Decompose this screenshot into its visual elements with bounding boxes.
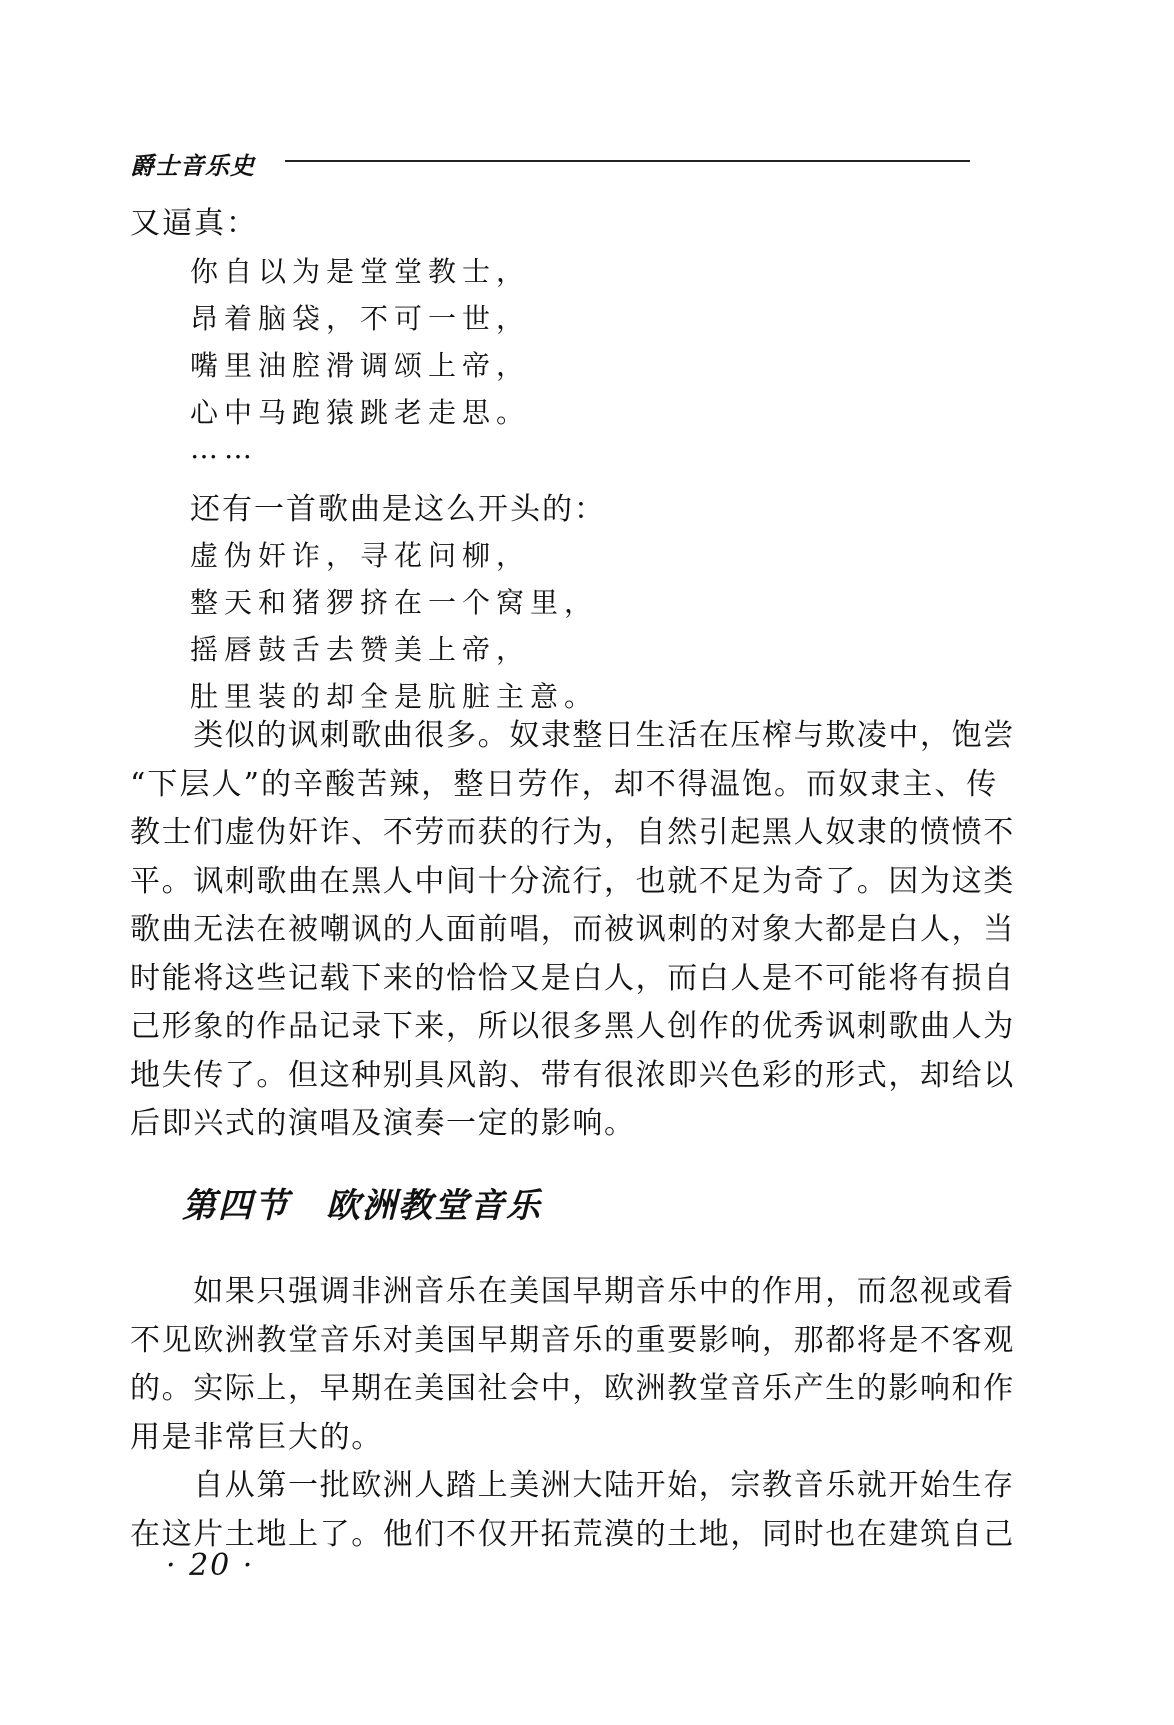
poem-2-line: 整天和猪猡挤在一个窝里， [190,586,599,619]
page-number: · 20 · [166,1548,255,1583]
paragraph-line: 类似的讽刺歌曲很多。奴隶整日生活在压榨与欺凌中，饱尝 [130,718,1015,753]
song-intro: 还有一首歌曲是这么开头的： [190,492,606,527]
section-heading: 第四节 欧洲教堂音乐 [182,1186,542,1226]
paragraph-line: “下层人”的辛酸苦辣，整日劳作，却不得温饱。而奴隶主、传 [130,766,998,802]
paragraph-church-music [130,1268,1015,1462]
paragraph-line: 平。讽刺歌曲在黑人中间十分流行，也就不足为奇了。因为这类 [130,863,1015,899]
paragraph-line: 时能将这些记载下来的恰恰又是白人，而白人是不可能将有损自 [130,960,1015,996]
paragraph-line: 己形象的作品记录下来，所以很多黑人创作的优秀讽刺歌曲人为 [130,1009,1015,1044]
poem-1-line: 心中马跑猿跳老走思。 [190,396,531,429]
paragraph-settlers [130,1462,1015,1559]
intro-line: 又逼真： [130,206,258,241]
paragraph-line: 在这片土地上了。他们不仅开拓荒漠的土地，同时也在建筑自己 [130,1516,1015,1552]
paragraph-line: 用是非常巨大的。 [130,1419,383,1455]
poem-1-ellipsis: …… [190,432,258,465]
paragraph-line: 地失传了。但这种别具风韵、带有很浓即兴色彩的形式，却给以 [130,1057,1015,1093]
paragraph-line: 歌曲无法在被嘲讽的人面前唱，而被讽刺的对象大都是白人，当 [130,912,1015,947]
paragraph-line: 教士们虚伪奸诈、不劳而获的行为，自然引起黑人奴隶的愤愤不 [130,815,1015,850]
paragraph-satire [130,712,1015,1149]
poem-1-line: 你自以为是堂堂教士， [190,255,531,288]
paragraph-line: 后即兴式的演唱及演奏一定的影响。 [130,1106,636,1141]
poem-2-line: 摇唇鼓舌去赞美上帝， [190,633,531,666]
header-rule [285,160,970,162]
running-header [130,140,970,180]
poem-2-line: 肚里装的却全是肮脏主意。 [190,680,599,713]
paragraph-line: 如果只强调非洲音乐在美国早期音乐中的作用，而忽视或看 [130,1274,1015,1309]
paragraph-line: 自从第一批欧洲人踏上美洲大陆开始，宗教音乐就开始生存 [130,1468,1015,1503]
paragraph-line: 不见欧洲教堂音乐对美国早期音乐的重要影响，那都将是不客观 [130,1322,1015,1358]
poem-1-line: 嘴里油腔滑调颂上帝， [190,349,531,382]
poem-1-line: 昂着脑袋，不可一世， [190,302,531,335]
paragraph-line: 的。实际上，早期在美国社会中，欧洲教堂音乐产生的影响和作 [130,1371,1015,1406]
poem-2-line: 虚伪奸诈，寻花问柳， [190,539,531,572]
running-header-title: 爵士音乐史 [130,151,255,180]
